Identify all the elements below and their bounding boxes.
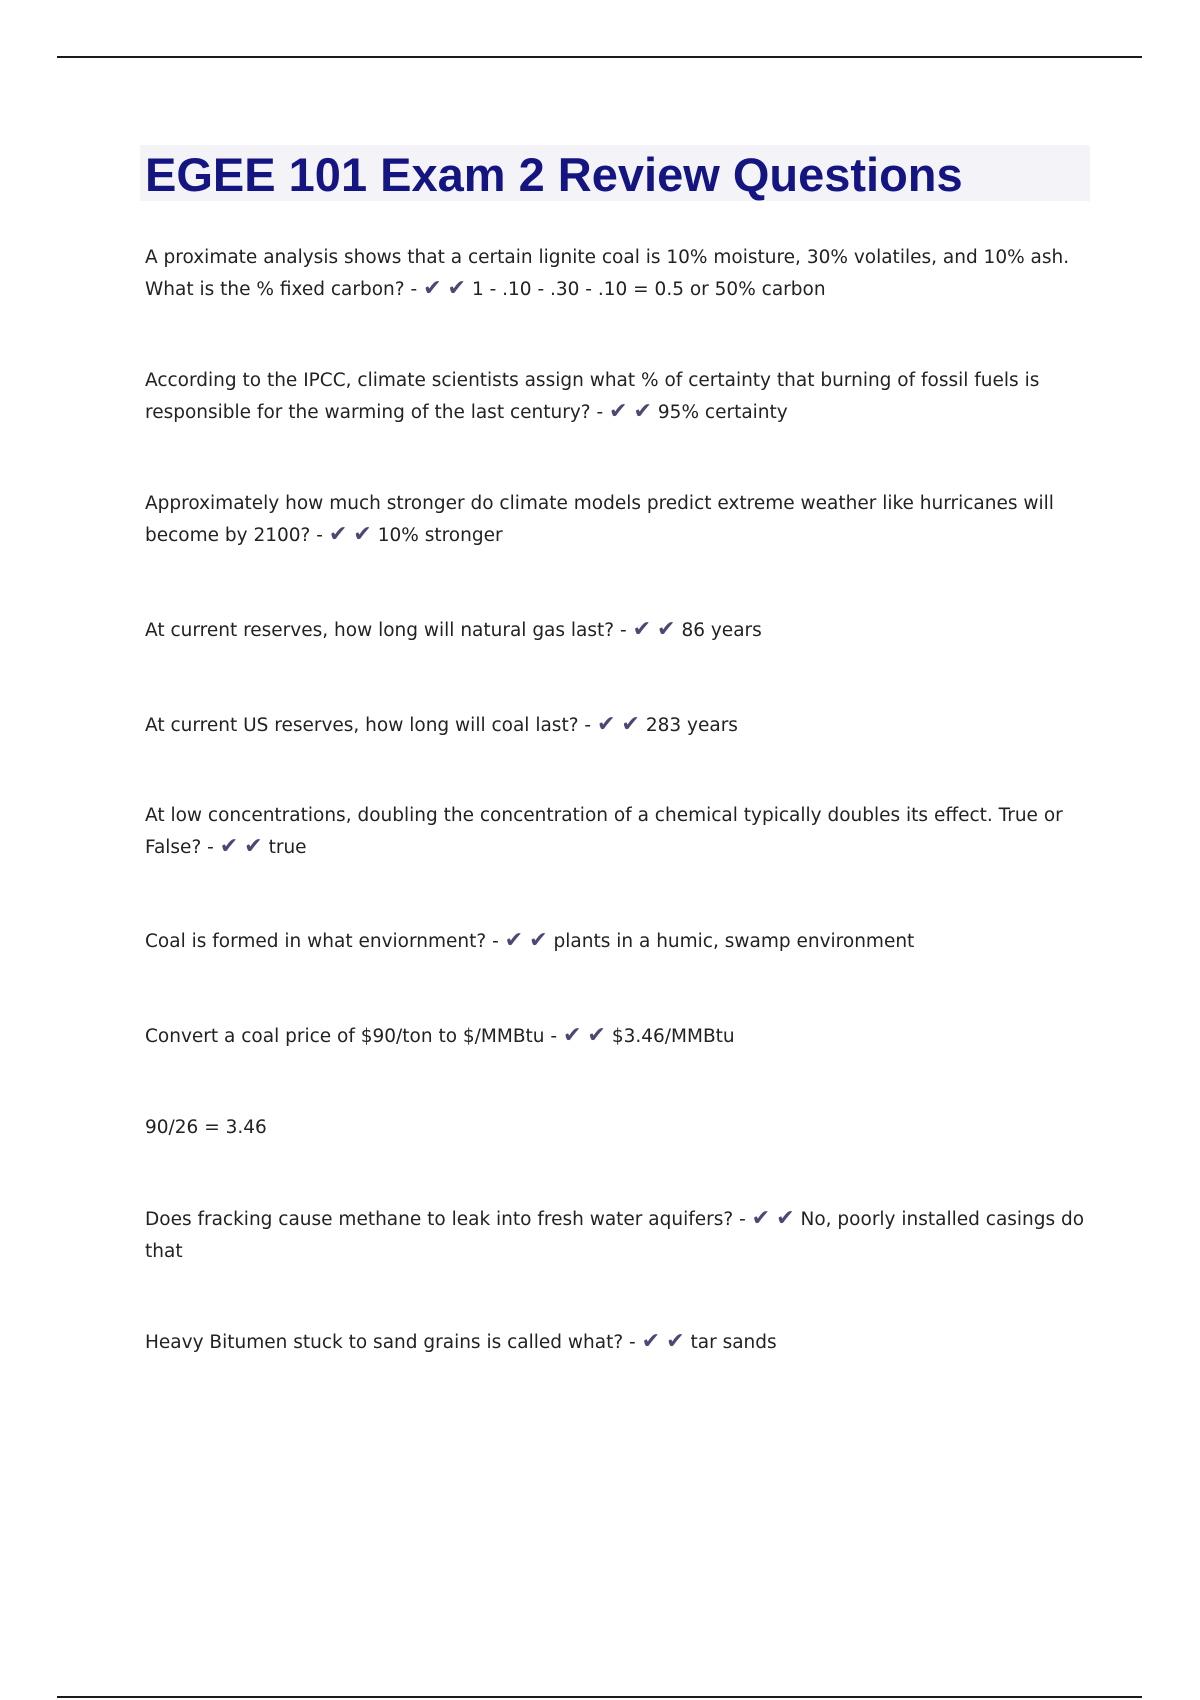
answer-text: true: [268, 837, 307, 858]
check-icon: ✔: [423, 276, 442, 301]
check-icon: ✔: [657, 617, 676, 642]
qa-item-4: [145, 615, 1095, 647]
question-text: Coal is formed in what enviornment? -: [145, 931, 499, 952]
qa-item-6: [145, 800, 1095, 864]
question-text: Does fracking cause methane to leak into fresh water aquifers? -: [145, 1209, 746, 1230]
check-icon: ✔: [529, 928, 548, 953]
answer-text: 283 years: [645, 715, 738, 736]
qa-item-8-note: [145, 1112, 1095, 1144]
question-text: At current reserves, how long will natural gas last? -: [145, 620, 627, 641]
answer-text: tar sands: [690, 1332, 777, 1353]
answer-text: plants in a humic, swamp environment: [553, 931, 915, 952]
qa-item-3: [145, 488, 1095, 552]
check-icon: ✔: [632, 617, 651, 642]
answer-text: 10% stronger: [377, 525, 503, 546]
check-icon: ✔: [641, 1329, 661, 1354]
check-icon: ✔: [587, 1023, 606, 1048]
top-rule: [57, 56, 1142, 58]
check-icon: ✔: [353, 522, 372, 547]
answer-text: 1 - .10 - .30 - .10 = 0.5 or 50% carbon: [471, 279, 826, 300]
check-icon: ✔: [621, 712, 640, 737]
qa-item-2: [145, 365, 1095, 429]
question-text: A proximate analysis shows that a certain lignite coal is 10% moisture, 30% volatiles, and 10% ash. What is the % fixed carbon? -: [145, 247, 1070, 300]
question-text: Approximately how much stronger do climate models predict extreme weather like hurricanes will become by 2100? -: [145, 493, 1054, 546]
qa-item-1: [145, 242, 1095, 306]
qa-item-8: [145, 1021, 1095, 1053]
check-icon: ✔: [447, 276, 466, 301]
check-icon: ✔: [596, 712, 616, 737]
answer-text: 86 years: [681, 620, 762, 641]
check-icon: ✔: [244, 834, 263, 859]
question-text: At low concentrations, doubling the concentration of a chemical typically doubles its effect. True or False? -: [145, 805, 1063, 858]
qa-item-10: [145, 1327, 1095, 1359]
page-title: EGEE 101 Exam 2 Review Questions: [145, 148, 963, 201]
question-text: Convert a coal price of $90/ton to $/MMBtu -: [145, 1026, 558, 1047]
question-text: At current US reserves, how long will coal last? -: [145, 715, 592, 736]
qa-item-9: [145, 1204, 1095, 1268]
check-icon: ✔: [776, 1206, 795, 1231]
bottom-rule: [57, 1696, 1142, 1698]
answer-text: No, poorly installed casings do that: [145, 1209, 1085, 1262]
check-icon: ✔: [666, 1329, 685, 1354]
answer-text: $3.46/MMBtu: [611, 1026, 735, 1047]
check-icon: ✔: [562, 1023, 582, 1048]
qa-item-5: [145, 710, 1095, 742]
check-icon: ✔: [328, 522, 348, 547]
check-icon: ✔: [504, 928, 524, 953]
check-icon: ✔: [609, 399, 628, 424]
check-icon: ✔: [751, 1206, 771, 1231]
check-icon: ✔: [633, 399, 652, 424]
check-icon: ✔: [219, 834, 239, 859]
qa-item-7: [145, 926, 1095, 958]
calculation-note: 90/26 = 3.46: [145, 1117, 267, 1138]
question-text: Heavy Bitumen stuck to sand grains is called what? -: [145, 1332, 636, 1353]
answer-text: 95% certainty: [657, 402, 788, 423]
question-text: According to the IPCC, climate scientists assign what % of certainty that burning of fossil fuels is responsible for the warming of the last century? -: [145, 370, 1040, 423]
